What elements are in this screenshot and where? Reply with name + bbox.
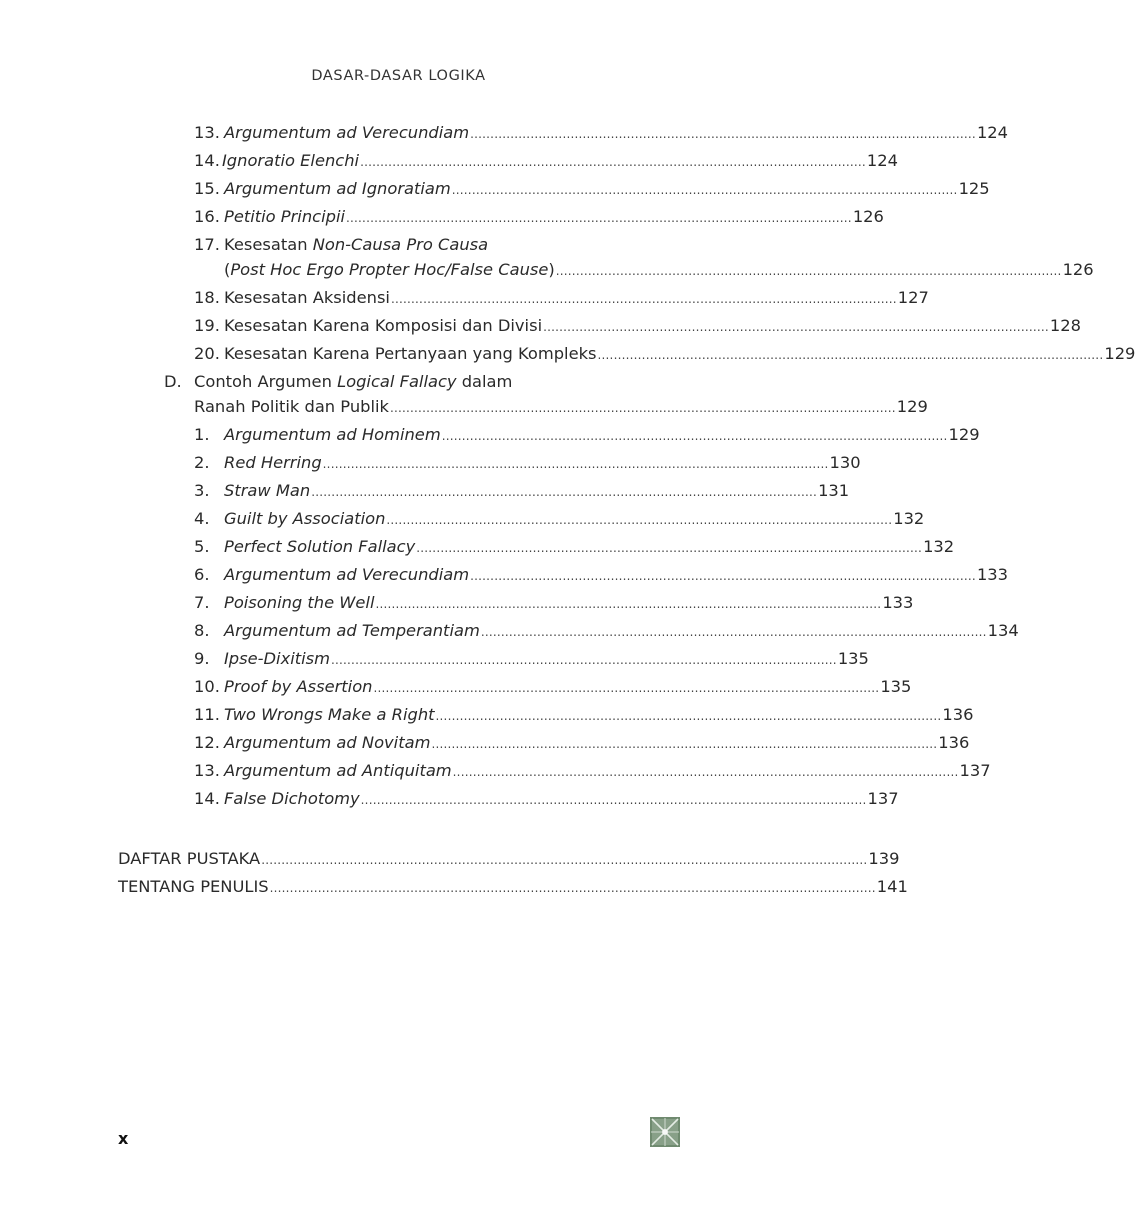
leader-dots: .............................................................................................................................. <box>441 429 948 443</box>
leader-dots: ....................................................................................................................................................... <box>269 881 876 895</box>
entry-page: 128 <box>1049 316 1081 335</box>
entry-title: Red Herring <box>224 453 322 472</box>
entry-number: 13. <box>194 761 220 780</box>
toc-subentry-1[interactable] <box>194 423 980 447</box>
entry-page: 129 <box>896 397 928 416</box>
entry-title: Two Wrongs Make a Right <box>224 705 435 724</box>
toc-entry-16[interactable] <box>194 205 884 229</box>
entry-title: Guilt by Association <box>224 509 386 528</box>
leader-dots: .............................................................................................................................. <box>480 625 987 639</box>
toc-subentry-8[interactable] <box>194 619 1019 643</box>
entry-page: 139 <box>868 849 900 868</box>
entry-number: 16. <box>194 207 220 226</box>
leader-dots: .............................................................................................................................. <box>330 653 837 667</box>
entry-page: 126 <box>1062 260 1094 279</box>
running-head: DASAR-DASAR LOGIKA <box>311 68 486 84</box>
leader-dots: .............................................................................................................................. <box>346 211 852 225</box>
entry-title: Argumentum ad Ignoratiam <box>224 179 451 198</box>
entry-number: 13. <box>194 123 220 142</box>
toc-subentry-13[interactable] <box>194 759 991 783</box>
leader-dots: .............................................................................................................................. <box>452 765 959 779</box>
entry-title: (Post Hoc Ergo Propter Hoc/False Cause) <box>224 260 555 279</box>
leader-dots: ....................................................................................................................................................... <box>261 853 868 867</box>
leader-dots: .............................................................................................................................. <box>597 348 1104 362</box>
entry-number: 14. <box>194 789 220 808</box>
toc-subentry-5[interactable] <box>194 535 955 559</box>
entry-title: Perfect Solution Fallacy <box>224 537 416 556</box>
toc-entry-13[interactable] <box>194 121 1009 145</box>
entry-page: 129 <box>1104 344 1135 363</box>
section-letter: D. <box>164 372 182 391</box>
entry-number: 9. <box>194 649 210 668</box>
entry-page: 137 <box>959 761 991 780</box>
leader-dots: .............................................................................................................................. <box>373 681 880 695</box>
entry-page: 124 <box>976 123 1009 142</box>
section-title: Ranah Politik dan Publik <box>194 397 389 416</box>
leader-dots: .............................................................................................................................. <box>360 155 866 169</box>
entry-number: 17. <box>194 235 220 254</box>
entry-page: 132 <box>923 537 955 556</box>
entry-title: Argumentum ad Antiquitam <box>224 761 452 780</box>
entry-number: 8. <box>194 621 210 640</box>
section-title-italic: Logical Fallacy <box>337 372 457 391</box>
toc-tentang-penulis[interactable] <box>118 875 908 899</box>
toc-entry-18[interactable] <box>194 286 929 310</box>
entry-number: 10. <box>194 677 220 696</box>
entry-page: 137 <box>867 789 899 808</box>
leader-dots: .............................................................................................................................. <box>416 541 923 555</box>
toc-subentry-3[interactable] <box>194 479 850 503</box>
entry-number: 14. <box>194 151 220 170</box>
crosshatch-emblem-icon <box>650 1117 680 1147</box>
leader-dots: .............................................................................................................................. <box>555 264 1062 278</box>
toc-subentry-14[interactable] <box>194 787 899 811</box>
toc-subentry-10[interactable] <box>194 675 912 699</box>
entry-page: 134 <box>987 621 1019 640</box>
leader-dots: .............................................................................................................................. <box>311 485 818 499</box>
leader-dots: .............................................................................................................................. <box>470 569 976 583</box>
leader-dots: .............................................................................................................................. <box>322 457 829 471</box>
entry-page: 124 <box>866 151 898 170</box>
entry-number: 2. <box>194 453 210 472</box>
page-folio: x <box>118 1129 129 1148</box>
entry-title-italic: Non-Causa Pro Causa <box>312 235 489 254</box>
entry-page: 135 <box>837 649 869 668</box>
toc-subentry-2[interactable] <box>194 451 861 475</box>
leader-dots: .............................................................................................................................. <box>386 513 893 527</box>
entry-title: Kesesatan Aksidensi <box>224 288 390 307</box>
entry-title-part: Kesesatan <box>224 235 313 254</box>
entry-number: 3. <box>194 481 210 500</box>
leader-dots: .............................................................................................................................. <box>390 292 897 306</box>
entry-page: 136 <box>938 733 970 752</box>
toc-daftar-pustaka[interactable] <box>118 847 900 871</box>
toc-subentry-12[interactable] <box>194 731 970 755</box>
toc-entry-17-line1[interactable] <box>194 233 488 257</box>
entry-title: Straw Man <box>224 481 311 500</box>
entry-page: 141 <box>876 877 908 896</box>
toc-subentry-6[interactable] <box>194 563 1009 587</box>
entry-page: 129 <box>948 425 980 444</box>
entry-title: Kesesatan Karena Pertanyaan yang Kompleks <box>224 344 597 363</box>
toc-subentry-9[interactable] <box>194 647 869 671</box>
entry-number: 20. <box>194 344 220 363</box>
leader-dots: .............................................................................................................................. <box>431 737 938 751</box>
entry-title: Kesesatan Karena Komposisi dan Divisi <box>224 316 543 335</box>
entry-title: Poisoning the Well <box>224 593 375 612</box>
entry-title: Argumentum ad Verecundiam <box>224 123 470 142</box>
entry-number: 19. <box>194 316 220 335</box>
entry-title: Ignoratio Elenchi <box>222 151 360 170</box>
entry-number: 6. <box>194 565 210 584</box>
toc-entry-14[interactable] <box>194 149 898 173</box>
section-title-part: dalam <box>456 372 513 391</box>
entry-title: Petitio Principii <box>224 207 345 226</box>
entry-page: 133 <box>882 593 914 612</box>
leader-dots: .............................................................................................................................. <box>543 320 1049 334</box>
entry-page: 126 <box>852 207 884 226</box>
leader-dots: .............................................................................................................................. <box>375 597 882 611</box>
leader-dots: .............................................................................................................................. <box>435 709 942 723</box>
entry-page: 135 <box>880 677 912 696</box>
toc-section-d-line2[interactable] <box>194 395 928 419</box>
entry-title: Argumentum ad Verecundiam <box>224 565 470 584</box>
entry-page: 130 <box>829 453 861 472</box>
entry-title: Argumentum ad Novitam <box>224 733 431 752</box>
entry-title: False Dichotomy <box>224 789 360 808</box>
section-title-part: Contoh Argumen <box>194 372 338 391</box>
toc-entry-20[interactable] <box>194 342 1135 366</box>
entry-number: 18. <box>194 288 220 307</box>
entry-number: 1. <box>194 425 210 444</box>
entry-title: Argumentum ad Temperantiam <box>224 621 480 640</box>
toc-subentry-7[interactable] <box>194 591 914 615</box>
entry-number: 11. <box>194 705 220 724</box>
entry-title: Argumentum ad Hominem <box>224 425 441 444</box>
toc-entry-17-line2[interactable] <box>224 258 1094 282</box>
entry-number: 4. <box>194 509 210 528</box>
toc-section-d-line1[interactable] <box>164 370 512 394</box>
emblem-graphic <box>650 1117 680 1147</box>
leader-dots: .............................................................................................................................. <box>451 183 958 197</box>
entry-page: 136 <box>942 705 974 724</box>
entry-page: 127 <box>897 288 929 307</box>
entry-page: 125 <box>958 179 990 198</box>
entry-title: Ipse-Dixitism <box>224 649 330 668</box>
entry-number: 5. <box>194 537 210 556</box>
entry-title: TENTANG PENULIS <box>118 877 269 896</box>
entry-number: 12. <box>194 733 220 752</box>
leader-dots: .............................................................................................................................. <box>389 401 896 415</box>
toc-entry-15[interactable] <box>194 177 990 201</box>
toc-subentry-11[interactable] <box>194 703 974 727</box>
leader-dots: .............................................................................................................................. <box>470 127 976 141</box>
leader-dots: .............................................................................................................................. <box>360 793 867 807</box>
entry-title: DAFTAR PUSTAKA <box>118 849 261 868</box>
toc-subentry-4[interactable] <box>194 507 925 531</box>
toc-entry-19[interactable] <box>194 314 1081 338</box>
entry-page: 131 <box>818 481 850 500</box>
entry-number: 15. <box>194 179 220 198</box>
entry-number: 7. <box>194 593 210 612</box>
entry-page: 133 <box>976 565 1009 584</box>
entry-title: Proof by Assertion <box>224 677 373 696</box>
entry-page: 132 <box>893 509 925 528</box>
